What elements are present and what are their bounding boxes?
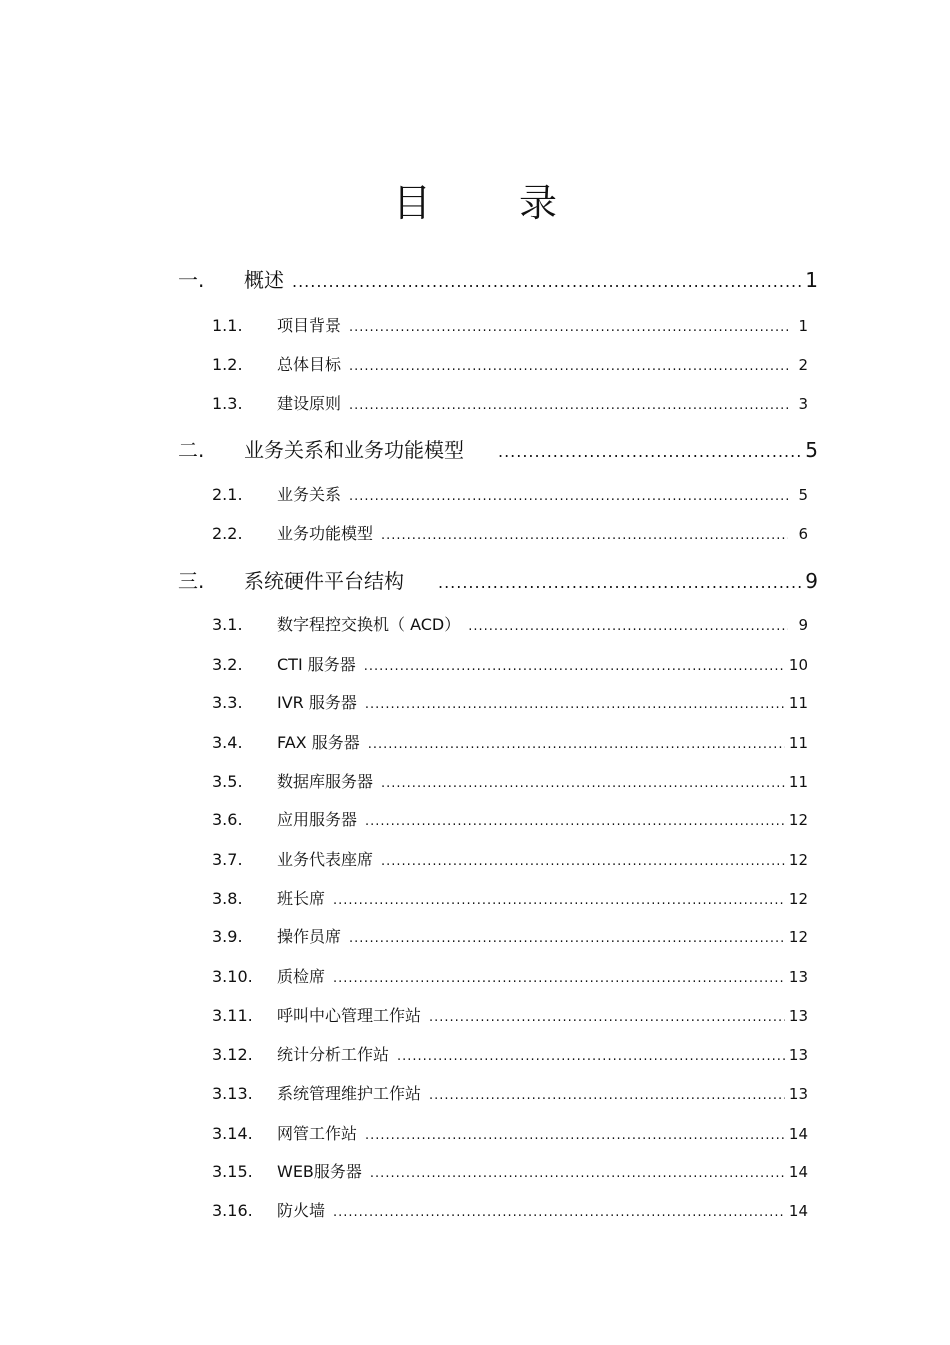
toc-number: 1.3. (212, 394, 243, 413)
toc-title: 概述 (244, 268, 284, 292)
toc-entry[interactable] (212, 1042, 808, 1065)
toc-page-number: 5 (805, 438, 818, 462)
toc-leader-dots (349, 489, 788, 504)
toc-title: CTI 服务器 (277, 655, 356, 674)
toc-leader-dots (368, 737, 785, 752)
toc-number: 1.2. (212, 355, 243, 374)
toc-title: 数据库服务器 (277, 772, 374, 791)
toc-page-number: 14 (788, 1202, 808, 1220)
toc-leader-dots (381, 776, 785, 791)
toc-title: 项目背景 (277, 316, 342, 335)
toc-leader-dots (370, 1166, 785, 1181)
toc-leader-dots (292, 272, 801, 291)
toc-number: 1.1. (212, 316, 243, 335)
toc-entry[interactable] (212, 847, 808, 870)
page-title: 目 录 (392, 181, 596, 225)
toc-number: 3.12. (212, 1045, 253, 1064)
toc-title: 系统硬件平台结构 (244, 569, 404, 593)
toc-number: 3.1. (212, 615, 243, 634)
toc-title: 呼叫中心管理工作站 (277, 1006, 422, 1025)
toc-leader-dots (349, 359, 788, 374)
toc-entry[interactable] (212, 612, 808, 635)
toc-title: 系统管理维护工作站 (277, 1084, 422, 1103)
toc-number: 3.10. (212, 967, 253, 986)
toc-page-number: 11 (788, 773, 808, 791)
toc-leader-dots (365, 814, 785, 829)
toc-title: 网管工作站 (277, 1124, 358, 1143)
toc-entry-chapter-3[interactable] (178, 565, 818, 594)
toc-page-number: 13 (788, 1046, 808, 1064)
toc-leader-dots (381, 854, 785, 869)
toc-page-number: 12 (788, 928, 808, 946)
toc-title: 建设原则 (277, 394, 342, 413)
toc-entry-chapter-1[interactable] (178, 264, 818, 293)
toc-page-number: 1 (805, 268, 818, 292)
toc-number: 3.6. (212, 810, 243, 829)
toc-title: FAX 服务器 (277, 733, 360, 752)
toc-title: 应用服务器 (277, 810, 358, 829)
toc-entry[interactable] (212, 352, 808, 375)
toc-title: 业务代表座席 (277, 850, 374, 869)
toc-page-number: 14 (788, 1125, 808, 1143)
toc-page-number: 14 (788, 1163, 808, 1181)
toc-number: 2.2. (212, 524, 243, 543)
toc-number: 3.3. (212, 693, 243, 712)
toc-entry[interactable] (212, 886, 808, 909)
toc-page-number: 12 (788, 890, 808, 908)
toc-title: 数字程控交换机（ ACD） (277, 615, 461, 634)
toc-number: 3.9. (212, 927, 243, 946)
toc-entry[interactable] (212, 652, 808, 675)
toc-page-number: 12 (788, 811, 808, 829)
toc-page-number: 13 (788, 1007, 808, 1025)
toc-number: 3.8. (212, 889, 243, 908)
toc-title: IVR 服务器 (277, 693, 357, 712)
toc-entry[interactable] (212, 391, 808, 414)
toc-title: 业务功能模型 (277, 524, 374, 543)
toc-leader-dots (498, 442, 801, 461)
toc-number: 3.15. (212, 1162, 253, 1181)
toc-entry[interactable] (212, 690, 808, 713)
toc-page-number: 13 (788, 968, 808, 986)
toc-entry[interactable] (212, 1121, 808, 1144)
toc-page-number: 5 (798, 486, 808, 504)
toc-leader-dots (365, 1128, 785, 1143)
toc-number: 3.16. (212, 1201, 253, 1220)
toc-leader-dots (397, 1049, 785, 1064)
toc-title: 操作员席 (277, 927, 342, 946)
toc-entry[interactable] (212, 769, 808, 792)
toc-leader-dots (333, 893, 785, 908)
toc-entry[interactable] (212, 1198, 808, 1221)
toc-page-number: 1 (798, 317, 808, 335)
toc-number: 3.11. (212, 1006, 253, 1025)
toc-title: 质检席 (277, 967, 326, 986)
toc-number: 3.2. (212, 655, 243, 674)
toc-page-number: 2 (798, 356, 808, 374)
toc-number: 2.1. (212, 485, 243, 504)
toc-page-number: 10 (788, 656, 808, 674)
toc-title: WEB服务器 (277, 1162, 362, 1181)
toc-title: 防火墙 (277, 1201, 326, 1220)
toc-page-number: 11 (788, 734, 808, 752)
toc-page-number: 9 (805, 569, 818, 593)
toc-page-number: 3 (798, 395, 808, 413)
toc-title: 业务关系和业务功能模型 (244, 438, 464, 462)
toc-number: 3.4. (212, 733, 243, 752)
toc-leader-dots (333, 1205, 785, 1220)
toc-leader-dots (349, 398, 788, 413)
toc-number: 三. (178, 569, 205, 593)
toc-leader-dots (429, 1088, 785, 1103)
toc-leader-dots (364, 659, 785, 674)
toc-number: 一. (178, 268, 205, 292)
toc-leader-dots (438, 573, 801, 592)
toc-entry[interactable] (212, 1003, 808, 1026)
toc-page-number: 11 (788, 694, 808, 712)
toc-leader-dots (365, 697, 785, 712)
toc-page-number: 12 (788, 851, 808, 869)
toc-page-number: 9 (798, 616, 808, 634)
toc-entry[interactable] (212, 1159, 808, 1182)
toc-leader-dots (333, 971, 785, 986)
toc-entry[interactable] (212, 482, 808, 505)
toc-entry[interactable] (212, 313, 808, 336)
toc-number: 二. (178, 438, 205, 462)
toc-entry[interactable] (212, 924, 808, 947)
toc-leader-dots (381, 528, 788, 543)
toc-entry-chapter-2[interactable] (178, 434, 818, 463)
toc-entry[interactable] (212, 807, 808, 830)
toc-number: 3.13. (212, 1084, 253, 1103)
toc-leader-dots (429, 1010, 785, 1025)
toc-title: 业务关系 (277, 485, 342, 504)
toc-title: 总体目标 (277, 355, 342, 374)
toc-entry[interactable] (212, 1081, 808, 1104)
toc-page-number: 13 (788, 1085, 808, 1103)
toc-page-number: 6 (798, 525, 808, 543)
toc-leader-dots (468, 619, 788, 634)
toc-number: 3.5. (212, 772, 243, 791)
toc-title: 统计分析工作站 (277, 1045, 390, 1064)
toc-entry[interactable] (212, 964, 808, 987)
toc-title: 班长席 (277, 889, 326, 908)
toc-number: 3.14. (212, 1124, 253, 1143)
toc-leader-dots (349, 931, 785, 946)
toc-leader-dots (349, 320, 788, 335)
toc-number: 3.7. (212, 850, 243, 869)
toc-entry[interactable] (212, 730, 808, 753)
toc-entry[interactable] (212, 521, 808, 544)
